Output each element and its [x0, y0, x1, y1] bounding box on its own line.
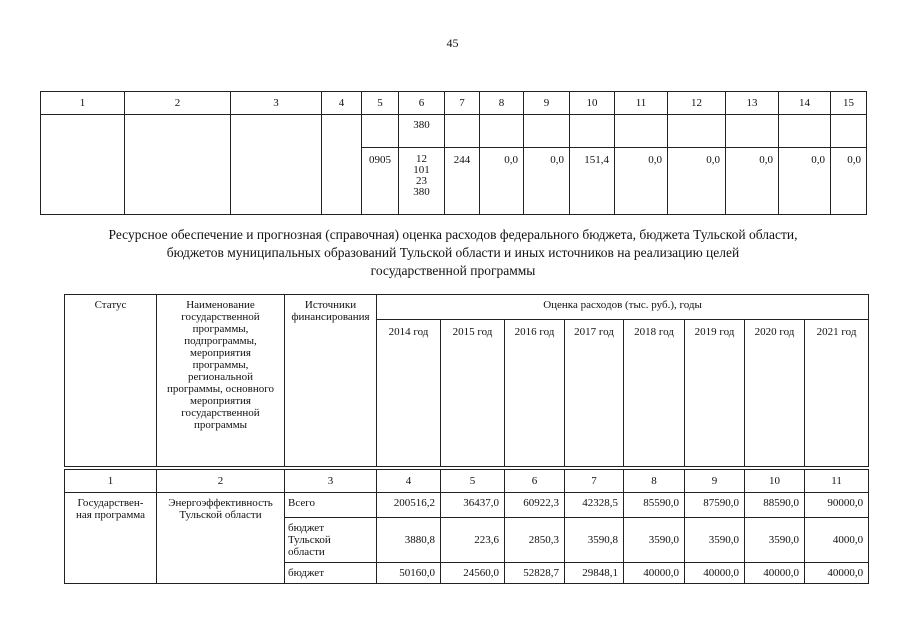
- table-cell: [480, 115, 524, 148]
- year-header: 2016 год: [505, 320, 565, 467]
- header-cell: 1: [41, 92, 125, 115]
- table-cell: 0905: [362, 148, 399, 215]
- value-cell: 3590,0: [745, 518, 805, 563]
- value-cell: 3880,8: [377, 518, 441, 563]
- column-number: 11: [805, 470, 869, 493]
- header-cell: 12: [668, 92, 726, 115]
- name-header-line: государственной: [181, 311, 260, 323]
- value-cell: 3590,0: [685, 518, 745, 563]
- title-line: Ресурсное обеспечение и прогнозная (справочная) оценка расходов федерального бюджета, бюджета Тульской области,: [108, 227, 798, 242]
- source-header-line: финансирования: [291, 311, 370, 323]
- header-cell: 11: [615, 92, 668, 115]
- value-cell: 29848,1: [565, 563, 624, 584]
- name-header-line: подпрограммы,: [184, 335, 257, 347]
- source-line: области: [288, 546, 325, 558]
- column-number: 9: [685, 470, 745, 493]
- table-cell: [726, 115, 779, 148]
- source-line: бюджет: [288, 522, 324, 534]
- table-cell: [779, 115, 831, 148]
- header-cell: 13: [726, 92, 779, 115]
- header-cell: 7: [445, 92, 480, 115]
- table-cell: [831, 115, 867, 148]
- table-cell: [445, 115, 480, 148]
- value-cell: 151,4: [570, 148, 615, 215]
- table-cell: [322, 115, 362, 215]
- column-number: 8: [624, 470, 685, 493]
- name-header-line: мероприятия: [190, 347, 251, 359]
- column-number: 10: [745, 470, 805, 493]
- value-cell: 42328,5: [565, 493, 624, 518]
- table-cell: [570, 115, 615, 148]
- value-cell: 87590,0: [685, 493, 745, 518]
- source-cell: [285, 493, 377, 518]
- year-header: 2015 год: [441, 320, 505, 467]
- value-cell: 50160,0: [377, 563, 441, 584]
- value-cell: 3590,0: [624, 518, 685, 563]
- value-cell: 0,0: [779, 148, 831, 215]
- source-header: [285, 295, 377, 467]
- source-cell: [285, 563, 377, 584]
- year-header: 2021 год: [805, 320, 869, 467]
- header-cell: 5: [362, 92, 399, 115]
- header-cell: 9: [524, 92, 570, 115]
- status-line: Государствен-: [77, 497, 144, 509]
- column-number: 2: [157, 470, 285, 493]
- status-line: ная программа: [75, 509, 146, 521]
- continuation-table: [40, 91, 867, 215]
- status-cell: [65, 493, 157, 584]
- table-cell: [668, 115, 726, 148]
- table-cell: 380: [399, 115, 445, 148]
- table-row: [41, 115, 867, 148]
- year-header: 2017 год: [565, 320, 624, 467]
- year-header: 2014 год: [377, 320, 441, 467]
- column-number-row: [65, 470, 869, 493]
- value-cell: 40000,0: [685, 563, 745, 584]
- name-header-line: программы,: [192, 323, 249, 335]
- column-number: 7: [565, 470, 624, 493]
- value-cell: 0,0: [615, 148, 668, 215]
- year-header: 2019 год: [685, 320, 745, 467]
- value-cell: 0,0: [480, 148, 524, 215]
- name-header: [157, 295, 285, 467]
- code-line: 101: [413, 164, 430, 176]
- name-header-line: государственной: [181, 407, 260, 419]
- table-cell: [125, 115, 231, 215]
- status-header: Статус: [65, 295, 157, 467]
- column-number: 4: [377, 470, 441, 493]
- code-line: 380: [413, 186, 430, 198]
- value-cell: 0,0: [668, 148, 726, 215]
- value-cell: 0,0: [726, 148, 779, 215]
- value-cell: 90000,0: [805, 493, 869, 518]
- table-cell: [231, 115, 322, 215]
- name-header-line: программы: [193, 419, 248, 431]
- value-cell: 4000,0: [805, 518, 869, 563]
- year-header: 2020 год: [745, 320, 805, 467]
- resource-table: [64, 294, 869, 584]
- value-cell: 85590,0: [624, 493, 685, 518]
- header-cell: 8: [480, 92, 524, 115]
- source-line: Всего: [288, 497, 315, 509]
- table-cell: 244: [445, 148, 480, 215]
- header-cell: 2: [125, 92, 231, 115]
- value-cell: 40000,0: [624, 563, 685, 584]
- value-cell: 223,6: [441, 518, 505, 563]
- name-header-line: региональной: [188, 371, 253, 383]
- estimate-header: Оценка расходов (тыс. руб.), годы: [377, 295, 869, 320]
- table-cell: [362, 115, 399, 148]
- value-cell: 40000,0: [745, 563, 805, 584]
- source-header-line: Источники: [304, 299, 357, 311]
- source-line: Тульской: [288, 534, 331, 546]
- column-number: 3: [285, 470, 377, 493]
- header-cell: 6: [399, 92, 445, 115]
- table-cell: [524, 115, 570, 148]
- column-number: 6: [505, 470, 565, 493]
- table-cell: [41, 115, 125, 215]
- header-cell: 3: [231, 92, 322, 115]
- value-cell: 2850,3: [505, 518, 565, 563]
- header-row: [65, 295, 869, 320]
- year-header: 2018 год: [624, 320, 685, 467]
- column-number: 1: [65, 470, 157, 493]
- name-header-line: мероприятия: [190, 395, 251, 407]
- name-header-line: программы,: [192, 359, 249, 371]
- source-cell: [285, 518, 377, 563]
- code-cell: [399, 148, 445, 215]
- code-line: 12: [416, 153, 427, 165]
- value-cell: 3590,8: [565, 518, 624, 563]
- table-cell: [615, 115, 668, 148]
- value-cell: 0,0: [831, 148, 867, 215]
- program-name-cell: Энергоэффективность Тульской области: [157, 493, 285, 584]
- value-cell: 24560,0: [441, 563, 505, 584]
- value-cell: 52828,7: [505, 563, 565, 584]
- value-cell: 200516,2: [377, 493, 441, 518]
- header-cell: 4: [322, 92, 362, 115]
- name-header-line: Наименование: [186, 299, 255, 311]
- value-cell: 0,0: [524, 148, 570, 215]
- header-cell: 15: [831, 92, 867, 115]
- code-line: 23: [416, 175, 427, 187]
- value-cell: 60922,3: [505, 493, 565, 518]
- title-line: государственной программы: [370, 263, 536, 278]
- table-row: [65, 493, 869, 518]
- column-number: 5: [441, 470, 505, 493]
- header-cell: 14: [779, 92, 831, 115]
- source-line: бюджет: [288, 567, 324, 579]
- section-title: [40, 226, 866, 280]
- value-cell: 36437,0: [441, 493, 505, 518]
- column-number-row: [41, 92, 867, 115]
- header-cell: 10: [570, 92, 615, 115]
- value-cell: 40000,0: [805, 563, 869, 584]
- page-number: 45: [446, 36, 459, 50]
- value-cell: 88590,0: [745, 493, 805, 518]
- name-header-line: программы, основного: [167, 383, 274, 395]
- title-line: бюджетов муниципальных образований Тульской области и иных источников на реализацию целей: [166, 245, 740, 260]
